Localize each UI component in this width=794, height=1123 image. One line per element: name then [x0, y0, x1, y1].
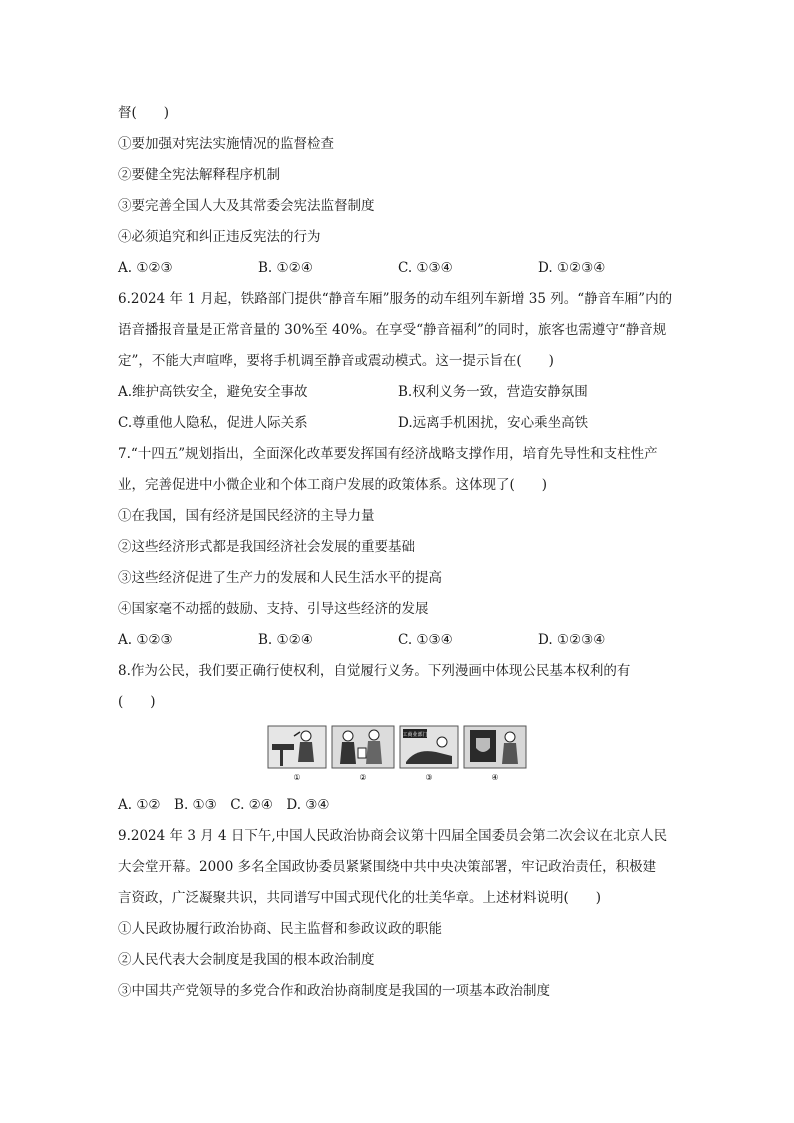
- q7-statement-1: ①在我国，国有经济是国民经济的主导力量: [118, 508, 375, 524]
- q7-statement-4: ④国家毫不动摇的鼓励、支持、引导这些经济的发展: [118, 601, 429, 617]
- q7-option-b: B. ①②④: [258, 632, 313, 648]
- q5-option-d: D. ①②③④: [538, 260, 606, 276]
- q5-option-b: B. ①②④: [258, 260, 313, 276]
- q9-stem-line-2: 大会堂开幕。2000 多名全国政协委员紧紧围绕中共中央决策部署，牢记政治责任，积极建: [118, 859, 657, 875]
- cartoon-panel-3: [400, 726, 458, 768]
- panel-3-label: ③: [425, 773, 433, 782]
- q9-stem-line-1: 9.2024 年 3 月 4 日下午,中国人民政治协商会议第十四届全国委员会第二次会议在北京人民: [118, 828, 668, 844]
- q9-statement-2: ②人民代表大会制度是我国的根本政治制度: [118, 952, 375, 968]
- q7-stem-line-1: 7.“十四五”规划指出，全面深化改革要发挥国有经济战略支撑作用，培育先导性和支柱性产: [118, 446, 658, 462]
- q6-option-d: D.远离手机困扰，安心乘坐高铁: [398, 415, 589, 431]
- q8-cartoon-figure: [118, 722, 678, 784]
- q7-option-a: A. ①②③: [118, 632, 173, 648]
- q5-stem-tail: 督( ): [118, 105, 170, 121]
- panel-3-sign-text: 工商业部门: [402, 732, 428, 738]
- cartoon-panel-2: [332, 726, 394, 768]
- q5-options: [118, 253, 678, 284]
- q5-option-c: C. ①③④: [398, 260, 453, 276]
- q8-stem-line-1: 8.作为公民，我们要正确行使权利，自觉履行义务。下列漫画中体现公民基本权利的有: [118, 663, 631, 679]
- q6-stem-line-3: 定”，不能大声喧哗，要将手机调至静音或震动模式。这一提示旨在( ): [118, 353, 554, 369]
- q7-option-c: C. ①③④: [398, 632, 453, 648]
- document-page: [118, 98, 678, 1007]
- q7-stem-line-2: 业，完善促进中小微企业和个体工商户发展的政策体系。这体现了( ): [118, 477, 548, 493]
- q7-statement-3: ③这些经济促进了生产力的发展和人民生活水平的提高: [118, 570, 442, 586]
- q9-statement-3: ③中国共产党领导的多党合作和政治协商制度是我国的一项基本政治制度: [118, 983, 550, 999]
- cartoon-strip: [266, 722, 530, 784]
- q7-options: [118, 625, 678, 656]
- q6-stem-line-1: 6.2024 年 1 月起，铁路部门提供“静音车厢”服务的动车组列车新增 35 列。“静音车厢”内的: [118, 291, 673, 307]
- q5-statement-2: ②要健全宪法解释程序机制: [118, 167, 280, 183]
- panel-4-label: ④: [491, 773, 499, 782]
- q6-option-c: C.尊重他人隐私，促进人际关系: [118, 415, 308, 431]
- q5-statement-1: ①要加强对宪法实施情况的监督检查: [118, 136, 334, 152]
- panel-1-label: ①: [293, 773, 301, 782]
- q9-stem-line-3: 言资政，广泛凝聚共识，共同谱写中国式现代化的壮美华章。上述材料说明( ): [118, 890, 602, 906]
- q6-stem-line-2: 语音播报音量是正常音量的 30%至 40%。在享受“静音福利”的同时，旅客也需遵守“静音规: [118, 322, 667, 338]
- q6-options-row-2: [118, 408, 678, 439]
- q9-statement-1: ①人民政协履行政治协商、民主监督和参政议政的职能: [118, 921, 442, 937]
- q6-option-b: B.权利义务一致，营造安静氛围: [398, 384, 588, 400]
- q8-stem-line-2: ( ): [118, 694, 156, 710]
- q5-statement-4: ④必须追究和纠正违反宪法的行为: [118, 229, 321, 245]
- panel-2-label: ②: [359, 773, 367, 782]
- q7-option-d: D. ①②③④: [538, 632, 606, 648]
- q5-statement-3: ③要完善全国人大及其常委会宪法监督制度: [118, 198, 375, 214]
- q6-option-a: A.维护高铁安全，避免安全事故: [118, 384, 308, 400]
- q8-options: A. ①② B. ①③ C. ②④ D. ③④: [118, 797, 330, 813]
- q6-options-row-1: [118, 377, 678, 408]
- q5-option-a: A. ①②③: [118, 260, 173, 276]
- cartoon-panel-1: [268, 726, 326, 768]
- q7-statement-2: ②这些经济形式都是我国经济社会发展的重要基础: [118, 539, 415, 555]
- cartoon-panel-4: [464, 726, 526, 768]
